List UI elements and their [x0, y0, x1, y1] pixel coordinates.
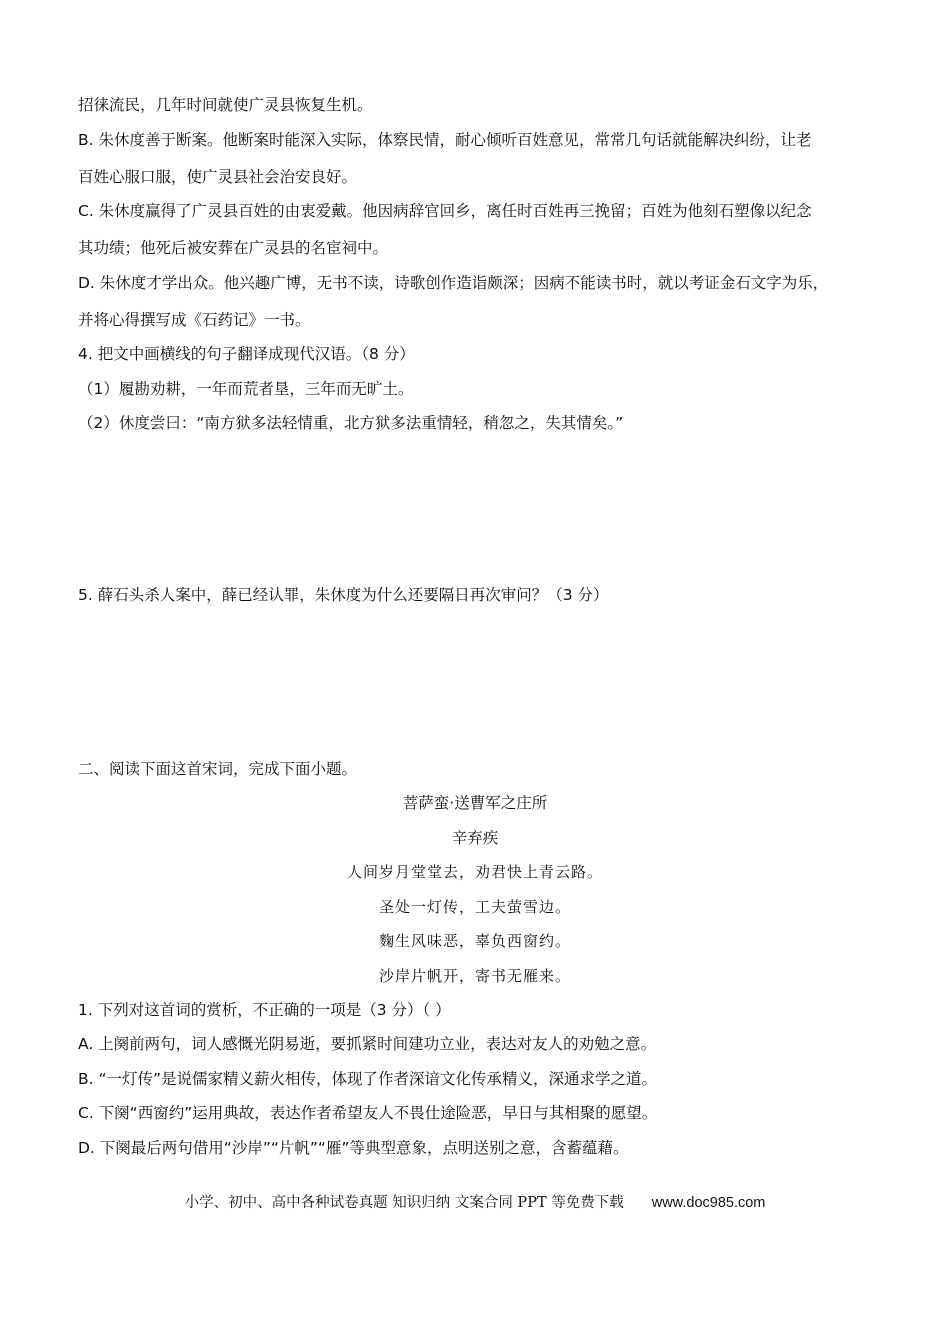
poem-line-2: 圣处一灯传，工夫萤雪边。 [378, 898, 571, 916]
question-4-item1: （1）履勘劝耕，一年而荒者垦，三年而无旷土。 [78, 380, 414, 398]
section-2-heading: 二、阅读下面这首宋词，完成下面小题。 [78, 760, 358, 778]
option-c-line2: 其功绩；他死后被安葬在广灵县的名宦祠中。 [78, 239, 389, 257]
poem-author: 辛弃疾 [451, 829, 499, 847]
s2-question-1-title: 1. 下列对这首词的赏析，不正确的一项是（3 分）（ ） [78, 1001, 451, 1019]
option-a-continuation: 招徕流民，几年时间就使广灵县恢复生机。 [78, 96, 373, 114]
option-d-line1: D. 朱休度才学出众。他兴趣广博，无书不读，诗歌创作造诣颇深；因病不能读书时，就以考证金石文字为乐， [78, 274, 829, 292]
s2-option-d: D. 下阕最后两句借用“沙岸”“片帆”“雁”等典型意象，点明送别之意，含蓄蕴藉。 [78, 1139, 629, 1157]
footer [0, 1191, 950, 1212]
s2-option-b: B. “一灯传”是说儒家精义薪火相传，体现了作者深谙文化传承精义，深通求学之道。 [78, 1070, 658, 1088]
option-c-line1: C. 朱休度赢得了广灵县百姓的由衷爱戴。他因病辞官回乡，离任时百姓再三挽留；百姓为他刻石塑像以纪念 [78, 202, 812, 220]
poem-line-4: 沙岸片帆开，寄书无雁来。 [378, 967, 571, 985]
footer-url[interactable]: www.doc985.com [651, 1195, 766, 1211]
s2-option-c: C. 下阕“西窗约”运用典故，表达作者希望友人不畏仕途险恶，早日与其相聚的愿望。 [78, 1104, 658, 1122]
poem-line-1: 人间岁月堂堂去，劝君快上青云路。 [346, 863, 603, 881]
question-5-title: 5. 薛石头杀人案中，薛已经认罪，朱休度为什么还要隔日再次审问？（3 分） [78, 586, 609, 604]
s2-option-a: A. 上阕前两句，词人感慨光阴易逝，要抓紧时间建功立业，表达对友人的劝勉之意。 [78, 1035, 657, 1053]
question-4-item2: （2）休度尝曰：“南方狱多法轻情重，北方狱多法重情轻，稍忽之，失其情矣。” [78, 414, 624, 432]
poem-title: 菩萨蛮·送曹军之庄所 [402, 794, 548, 812]
option-d-line2: 并将心得撰写成《石药记》一书。 [78, 311, 311, 329]
poem-line-3: 麴生风味恶，辜负西窗约。 [378, 932, 571, 950]
footer-text: 小学、初中、高中各种试卷真题 知识归纳 文案合同 PPT 等免费下载 [184, 1195, 624, 1211]
option-b-line1: B. 朱休度善于断案。他断案时能深入实际，体察民情，耐心倾听百姓意见，常常几句话就能解决纠纷，让老 [78, 131, 812, 149]
question-4-title: 4. 把文中画横线的句子翻译成现代汉语。（8 分） [78, 345, 415, 363]
option-b-line2: 百姓心服口服，使广灵县社会治安良好。 [78, 168, 358, 186]
